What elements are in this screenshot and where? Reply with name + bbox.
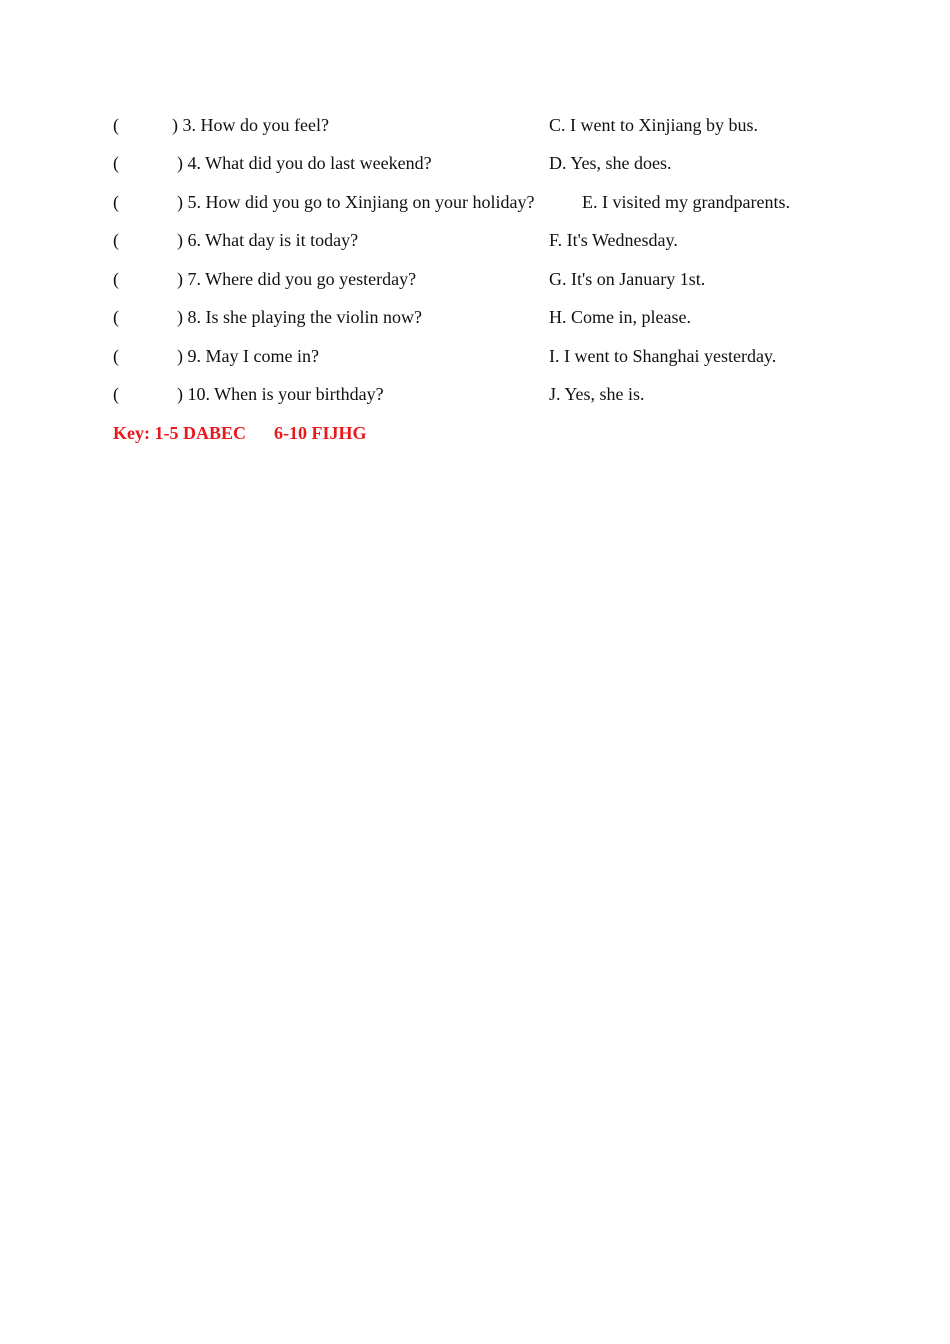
question-text: ) 8. Is she playing the violin now? <box>177 307 422 327</box>
answer-blank: ( <box>113 346 119 366</box>
answer-blank: ( <box>113 153 119 173</box>
matching-row <box>113 341 833 371</box>
answer-option: E. I visited my grandparents. <box>582 192 790 212</box>
answer-option: F. It's Wednesday. <box>549 230 678 250</box>
answer-blank: ( <box>113 230 119 250</box>
question-text: ) 10. When is your birthday? <box>177 384 384 404</box>
answer-option: J. Yes, she is. <box>549 384 645 404</box>
question-text: ) 9. May I come in? <box>177 346 319 366</box>
answer-key-part-2: 6-10 FIJHG <box>274 423 367 443</box>
answer-option: I. I went to Shanghai yesterday. <box>549 346 777 366</box>
answer-option: H. Come in, please. <box>549 307 691 327</box>
answer-blank: ( <box>113 115 119 135</box>
matching-row <box>113 110 833 140</box>
question-text: ) 3. How do you feel? <box>172 115 329 135</box>
answer-blank: ( <box>113 269 119 289</box>
matching-row <box>113 225 833 255</box>
matching-row <box>113 187 833 217</box>
question-text: ) 4. What did you do last weekend? <box>177 153 432 173</box>
matching-row <box>113 302 833 332</box>
matching-row <box>113 379 833 409</box>
matching-row <box>113 264 833 294</box>
question-text: ) 7. Where did you go yesterday? <box>177 269 417 289</box>
answer-blank: ( <box>113 384 119 404</box>
answer-blank: ( <box>113 192 119 212</box>
answer-option: D. Yes, she does. <box>549 153 672 173</box>
answer-option: C. I went to Xinjiang by bus. <box>549 115 758 135</box>
answer-key-part-1: Key: 1-5 DABEC <box>113 423 246 443</box>
question-text: ) 5. How did you go to Xinjiang on your holiday? <box>177 192 535 212</box>
answer-key <box>113 418 367 448</box>
answer-blank: ( <box>113 307 119 327</box>
matching-row <box>113 148 833 178</box>
question-text: ) 6. What day is it today? <box>177 230 359 250</box>
answer-option: G. It's on January 1st. <box>549 269 706 289</box>
